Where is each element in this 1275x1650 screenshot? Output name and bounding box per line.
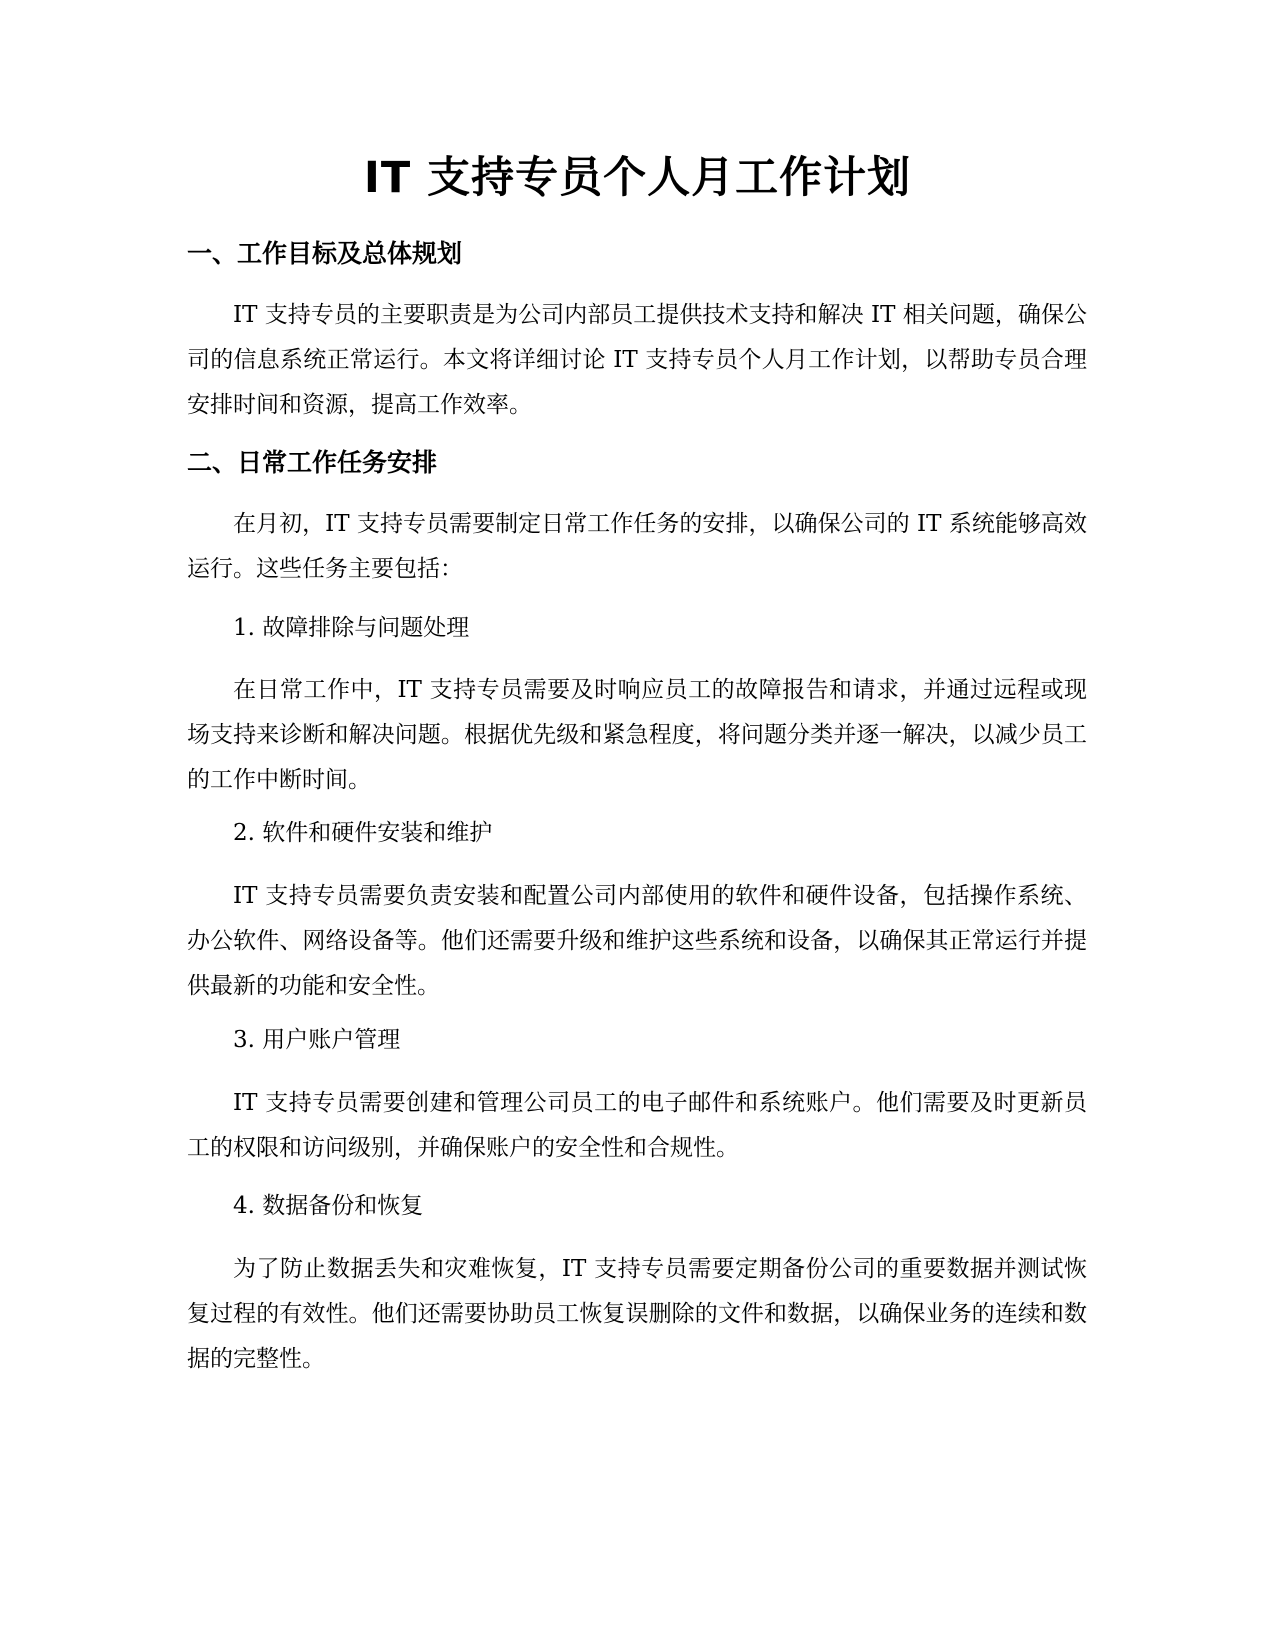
paragraph-goals: IT 支持专员的主要职责是为公司内部员工提供技术支持和解决 IT 相关问题，确保公司的信息系统正常运行。本文将详细讨论 IT 支持专员个人月工作计划，以帮助专员合理安排时间和资源，提高工作效率。: [187, 302, 1087, 418]
paragraph-backup: 为了防止数据丢失和灾难恢复，IT 支持专员需要定期备份公司的重要数据并测试恢复过程的有效性。他们还需要协助员工恢复误删除的文件和数据，以确保业务的连续和数据的完整性。: [187, 1256, 1087, 1372]
section-heading-goals: 一、工作目标及总体规划: [187, 239, 463, 268]
paragraph-daily-tasks-intro: 在月初，IT 支持专员需要制定日常工作任务的安排，以确保公司的 IT 系统能够高效运行。这些任务主要包括：: [187, 511, 1087, 582]
list-item-title-backup: 4. 数据备份和恢复: [233, 1193, 424, 1219]
list-item-title-troubleshooting: 1. 故障排除与问题处理: [233, 615, 470, 641]
paragraph-accounts: IT 支持专员需要创建和管理公司员工的电子邮件和系统账户。他们需要及时更新员工的权限和访问级别，并确保账户的安全性和合规性。: [187, 1090, 1087, 1161]
list-item-title-accounts: 3. 用户账户管理: [233, 1027, 401, 1053]
document-title: IT 支持专员个人月工作计划: [363, 153, 912, 203]
section-heading-daily-tasks: 二、日常工作任务安排: [187, 448, 438, 477]
paragraph-installation: IT 支持专员需要负责安装和配置公司内部使用的软件和硬件设备，包括操作系统、办公软件、网络设备等。他们还需要升级和维护这些系统和设备，以确保其正常运行并提供最新的功能和安全性。: [187, 883, 1087, 999]
list-item-title-installation: 2. 软件和硬件安装和维护: [233, 820, 493, 846]
paragraph-troubleshooting: 在日常工作中，IT 支持专员需要及时响应员工的故障报告和请求，并通过远程或现场支持来诊断和解决问题。根据优先级和紧急程度，将问题分类并逐一解决，以减少员工的工作中断时间。: [187, 677, 1087, 793]
